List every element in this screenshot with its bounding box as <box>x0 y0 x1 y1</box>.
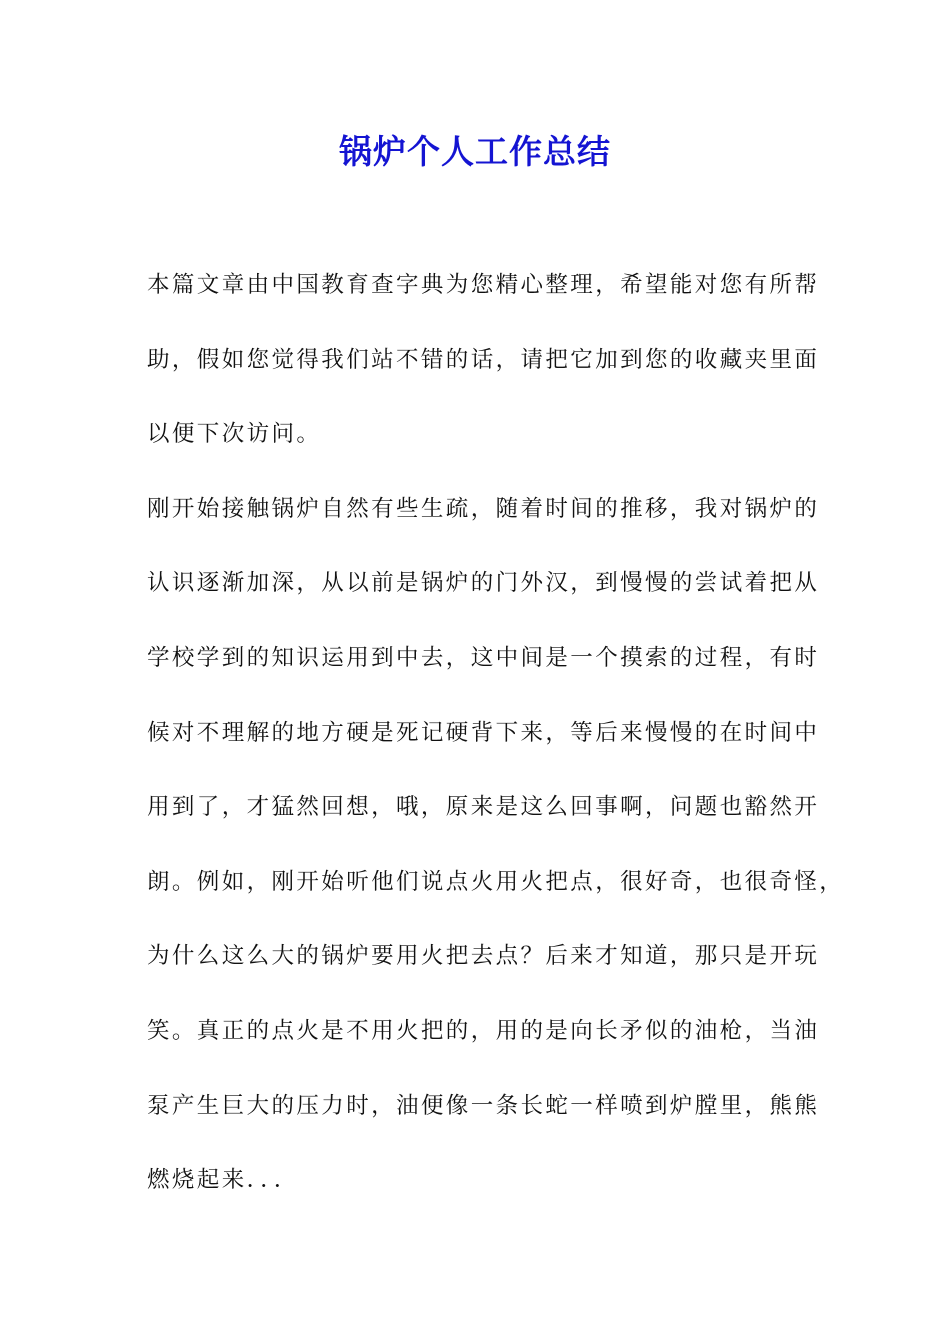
document-title: 锅炉个人工作总结 <box>339 132 611 171</box>
body-line: 用到了，才猛然回想，哦，原来是这么回事啊，问题也豁然开 <box>147 794 820 821</box>
body-line: 刚开始接触锅炉自然有些生疏，随着时间的推移，我对锅炉的 <box>147 495 820 522</box>
body-line: 以便下次访问。 <box>147 421 322 448</box>
body-line: 本篇文章由中国教育查字典为您精心整理，希望能对您有所帮 <box>147 272 820 298</box>
body-line: 候对不理解的地方硬是死记硬背下来，等后来慢慢的在时间中 <box>147 719 820 746</box>
body-line: 燃烧起来．．． <box>147 1167 299 1194</box>
body-line: 认识逐渐加深，从以前是锅炉的门外汉，到慢慢的尝试着把从 <box>147 570 820 597</box>
document-body <box>147 259 845 1229</box>
body-line: 朗。例如，刚开始听他们说点火用火把点，很好奇，也很奇怪， <box>147 868 845 895</box>
body-line: 泵产生巨大的压力时，油便像一条长蛇一样喷到炉膛里，熊熊 <box>147 1092 820 1119</box>
body-line: 为什么这么大的锅炉要用火把去点？后来才知道，那只是开玩 <box>147 943 820 970</box>
body-line: 学校学到的知识运用到中去，这中间是一个摸索的过程，有时 <box>147 644 820 671</box>
body-line: 助，假如您觉得我们站不错的话，请把它加到您的收藏夹里面 <box>147 346 820 373</box>
body-line: 笑。真正的点火是不用火把的，用的是向长矛似的油枪，当油 <box>147 1017 820 1044</box>
